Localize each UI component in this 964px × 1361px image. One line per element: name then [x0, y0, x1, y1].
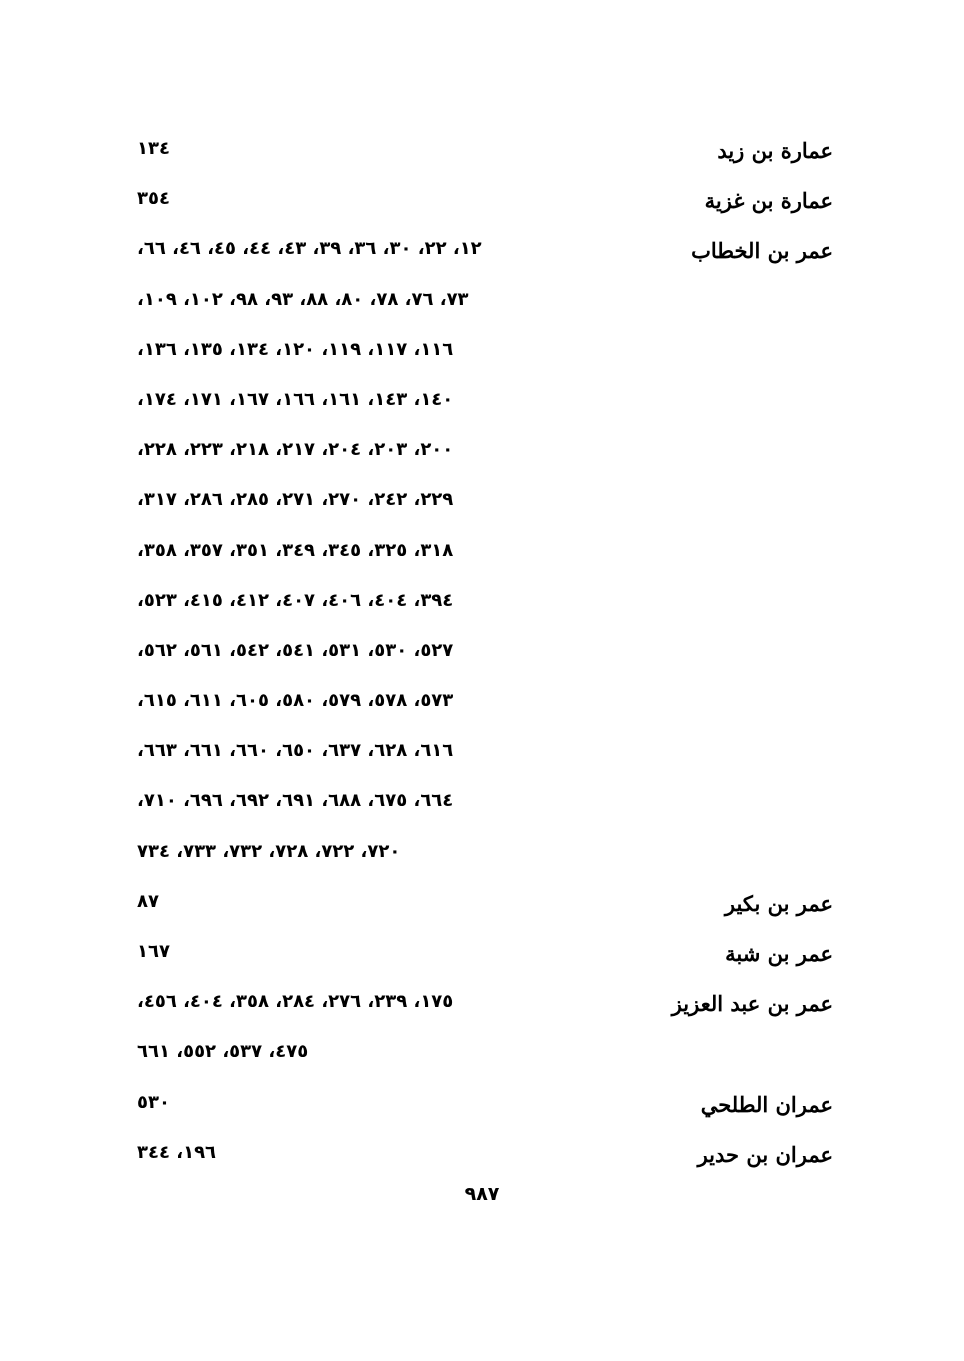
- entry-pages: ١٦٧: [137, 941, 170, 962]
- entry-name: عمران بن حدير: [697, 1141, 833, 1167]
- index-line: [0, 1033, 964, 1083]
- entry-pages: ١٩٦، ٣٤٤: [137, 1141, 217, 1163]
- entry-pages: ٣٩٤، ٤٠٤، ٤٠٦، ٤٠٧، ٤١٢، ٤١٥، ٥٢٣،: [137, 589, 454, 611]
- index-line: [0, 331, 964, 381]
- entry-pages: ٥٢٧، ٥٣٠، ٥٣١، ٥٤١، ٥٤٢، ٥٦١، ٥٦٢،: [137, 639, 454, 661]
- index-line: [0, 532, 964, 582]
- entry-name: عمر بن عبد العزيز: [671, 991, 833, 1017]
- entry-name: عمر بن بكير: [724, 890, 833, 916]
- entry-pages: ١٧٥، ٢٣٩، ٢٧٦، ٢٨٤، ٣٥٨، ٤٠٤، ٤٥٦،: [137, 991, 454, 1013]
- entry-pages: ٥٧٣، ٥٧٨، ٥٧٩، ٥٨٠، ٦٠٥، ٦١١، ٦١٥،: [137, 690, 454, 712]
- index-line: [0, 732, 964, 782]
- entry-pages: ٥٣٠: [137, 1091, 170, 1113]
- entry-pages: ٢٠٠، ٢٠٣، ٢٠٤، ٢١٧، ٢١٨، ٢٢٣، ٢٢٨،: [137, 439, 454, 461]
- index-line: [0, 582, 964, 632]
- index-line: [0, 782, 964, 832]
- index-line: [0, 1084, 964, 1134]
- entry-pages: ١٤٠، ١٤٣، ١٦١، ١٦٦، ١٦٧، ١٧١، ١٧٤،: [137, 388, 454, 410]
- index-line: [0, 933, 964, 983]
- entry-pages: ٦٦٤، ٦٧٥، ٦٨٨، ٦٩١، ٦٩٢، ٦٩٦، ٧١٠،: [137, 790, 454, 812]
- index-line: [0, 281, 964, 331]
- index-line: [0, 230, 964, 280]
- index-line: [0, 381, 964, 431]
- index-line: [0, 431, 964, 481]
- index-line: [0, 130, 964, 180]
- entry-pages: ٣١٨، ٣٢٥، ٣٤٥، ٣٤٩، ٣٥١، ٣٥٧، ٣٥٨،: [137, 539, 454, 561]
- index-line: [0, 180, 964, 230]
- index-line: [0, 983, 964, 1033]
- entry-pages: ١٣٤: [137, 138, 170, 159]
- entry-pages: ٨٧: [137, 890, 159, 912]
- entry-pages: ٣٥٤: [137, 188, 170, 210]
- entry-name: عمر بن الخطاب: [691, 238, 833, 264]
- entry-name: عمارة بن غزية: [704, 188, 833, 214]
- entry-pages: ٦١٦، ٦٢٨، ٦٣٧، ٦٥٠، ٦٦٠، ٦٦١، ٦٦٣،: [137, 740, 454, 762]
- entry-pages: ١١٦، ١١٧، ١١٩، ١٢٠، ١٣٤، ١٣٥، ١٣٦،: [137, 338, 454, 360]
- entry-name: عمر بن شبة: [725, 941, 833, 966]
- entry-pages: ٧٣، ٧٦، ٧٨، ٨٠، ٨٨، ٩٣، ٩٨، ١٠٢، ١٠٩،: [137, 288, 469, 310]
- entry-pages: ٤٧٥، ٥٣٧، ٥٥٢، ٦٦١: [137, 1041, 309, 1063]
- index-line: [0, 682, 964, 732]
- entry-name: عمران الطلحي: [700, 1091, 833, 1117]
- index-line: [0, 481, 964, 531]
- entry-name: عمارة بن زيد: [717, 138, 833, 163]
- index-line: [0, 833, 964, 883]
- entry-pages: ٢٢٩، ٢٤٢، ٢٧٠، ٢٧١، ٢٨٥، ٢٨٦، ٣١٧،: [137, 489, 454, 511]
- index-line: [0, 1134, 964, 1184]
- entry-pages: ٧٢٠، ٧٢٢، ٧٢٨، ٧٣٢، ٧٣٣، ٧٣٤: [137, 840, 401, 862]
- index-line: [0, 883, 964, 933]
- entry-pages: ١٢، ٢٢، ٣٠، ٣٦، ٣٩، ٤٣، ٤٤، ٤٥، ٤٦، ٦٦،: [137, 238, 482, 260]
- page-number: ٩٨٧: [464, 1183, 500, 1205]
- index-line: [0, 632, 964, 682]
- name-index: [0, 130, 964, 1184]
